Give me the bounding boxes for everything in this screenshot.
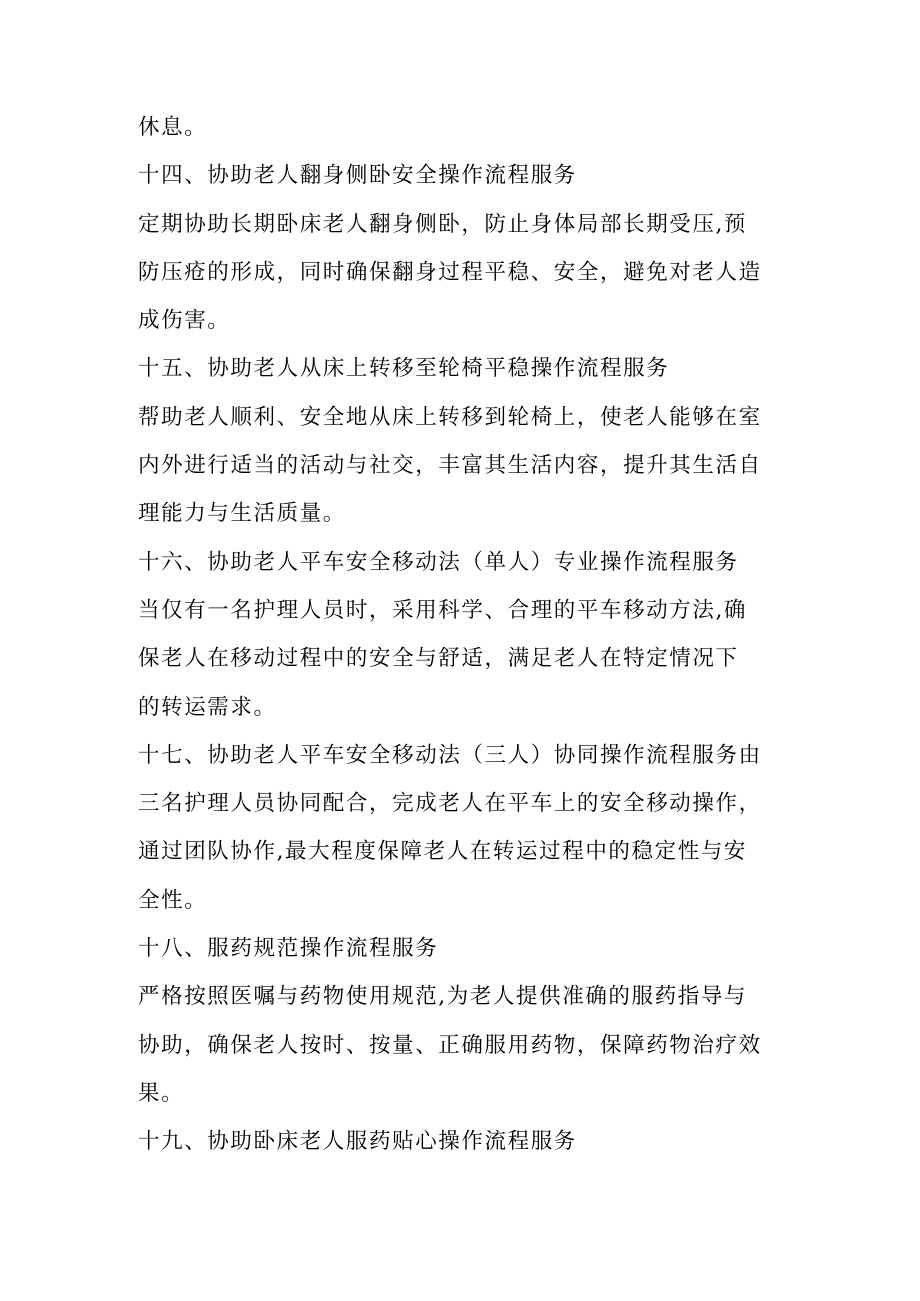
section-heading: 十八、服药规范操作流程服务 bbox=[138, 936, 439, 962]
paragraph-line: 帮助老人顺利、安全地从床上转移到轮椅上，使老人能够在室 bbox=[138, 404, 762, 430]
paragraph-line: 的转运需求。 bbox=[138, 694, 277, 720]
paragraph-line: 防压疮的形成，同时确保翻身过程平稳、安全，避免对老人造 bbox=[138, 259, 762, 285]
section-heading: 十七、协助老人平车安全移动法（三人）协同操作流程服务由 bbox=[138, 742, 762, 768]
paragraph-line: 通过团队协作,最大程度保障老人在转运过程中的稳定性与安 bbox=[138, 839, 748, 865]
paragraph-line: 成伤害。 bbox=[138, 308, 231, 334]
paragraph-line: 三名护理人员协同配合，完成老人在平车上的安全移动操作， bbox=[138, 791, 762, 817]
paragraph-line: 严格按照医嘱与药物使用规范,为老人提供准确的服药指导与 bbox=[138, 984, 748, 1010]
paragraph-line: 果。 bbox=[138, 1080, 185, 1106]
paragraph-line: 定期协助长期卧床老人翻身侧卧，防止身体局部长期受压,预 bbox=[138, 211, 748, 237]
paragraph-line: 内外进行适当的活动与社交，丰富其生活内容，提升其生活自 bbox=[138, 453, 762, 479]
document-body bbox=[138, 104, 798, 1167]
section-heading: 十五、协助老人从床上转移至轮椅平稳操作流程服务 bbox=[138, 356, 670, 382]
section-heading: 十四、协助老人翻身侧卧安全操作流程服务 bbox=[138, 163, 577, 189]
section-heading: 十九、协助卧床老人服药贴心操作流程服务 bbox=[138, 1129, 577, 1155]
paragraph-line: 协助，确保老人按时、按量、正确服用药物，保障药物治疗效 bbox=[138, 1032, 762, 1058]
paragraph-line: 休息。 bbox=[138, 115, 208, 140]
section-heading: 十六、协助老人平车安全移动法（单人）专业操作流程服务 bbox=[138, 549, 739, 575]
paragraph-line: 全性。 bbox=[138, 887, 208, 913]
paragraph-line: 理能力与生活质量。 bbox=[138, 501, 346, 527]
paragraph-line: 当仅有一名护理人员时，采用科学、合理的平车移动方法,确 bbox=[138, 597, 748, 623]
paragraph-line: 保老人在移动过程中的安全与舒适，满足老人在特定情况下 bbox=[138, 646, 739, 672]
